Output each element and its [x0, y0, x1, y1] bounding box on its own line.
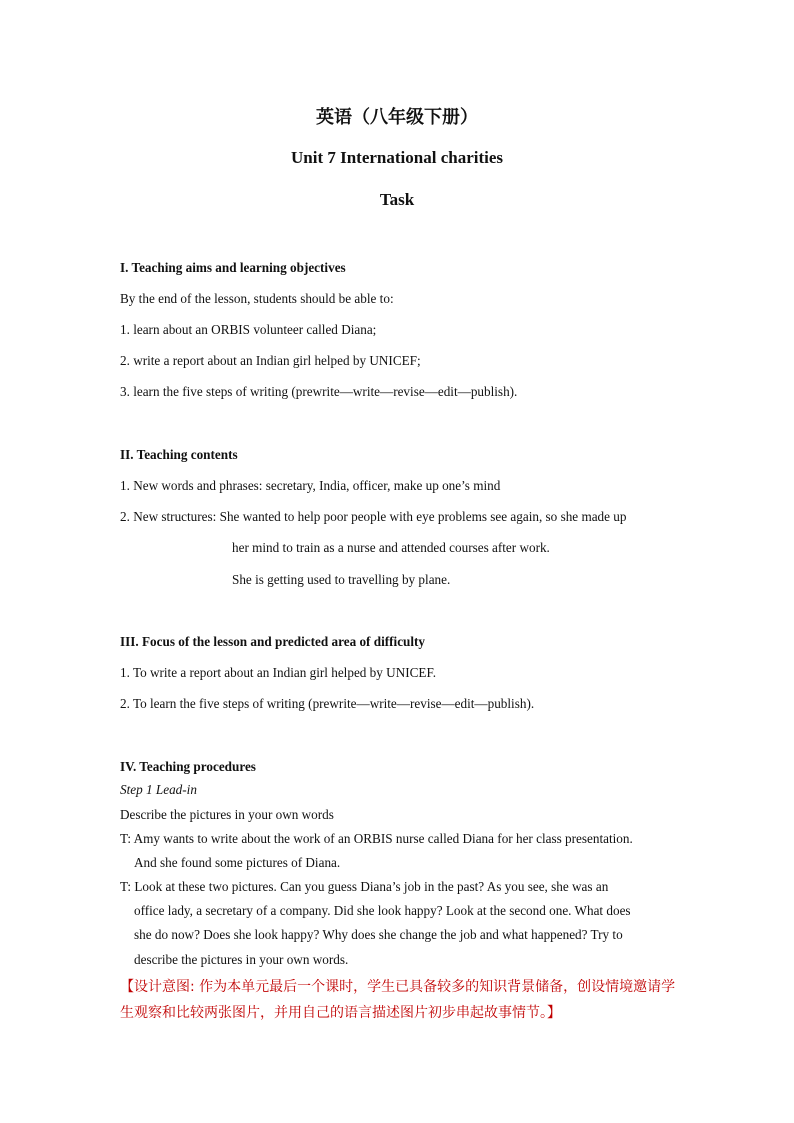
contents-item: 2. New structures: She wanted to help poor people with eye problems see again, so she made up [120, 509, 627, 524]
dialogue-line: office lady, a secretary of a company. Did she look happy? Look at the second one. What does [134, 903, 631, 918]
contents-item: 1. New words and phrases: secretary, India, officer, make up one’s mind [120, 478, 501, 493]
aims-item: 3. learn the five steps of writing (prewrite—write—revise—edit—publish). [120, 384, 518, 399]
dialogue-line: she do now? Does she look happy? Why does she change the job and what happened? Try to [134, 927, 623, 942]
section-heading-contents: II. Teaching contents [120, 447, 238, 462]
dialogue-line: And she found some pictures of Diana. [134, 855, 341, 870]
contents-item-continuation: She is getting used to travelling by plane. [232, 572, 451, 587]
design-intent-note: 【设计意图: 作为本单元最后一个课时，学生已具备较多的知识背景储备，创设情境邀请学 [120, 979, 676, 995]
subject-title: 英语（八年级下册） [316, 107, 478, 128]
contents-item-continuation: her mind to train as a nurse and attended courses after work. [232, 540, 550, 555]
lesson-title: Task [379, 190, 415, 209]
section-heading-procedures: IV. Teaching procedures [120, 759, 256, 774]
step-title: Step 1 Lead-in [120, 782, 197, 797]
section-heading-aims: I. Teaching aims and learning objectives [120, 260, 346, 275]
step-task: Describe the pictures in your own words [120, 807, 334, 822]
focus-item: 2. To learn the five steps of writing (prewrite—write—revise—edit—publish). [120, 696, 535, 711]
section-heading-focus: III. Focus of the lesson and predicted area of difficulty [120, 634, 426, 649]
focus-item: 1. To write a report about an Indian girl helped by UNICEF. [120, 665, 437, 680]
unit-title: Unit 7 International charities [290, 148, 504, 167]
aims-item: 2. write a report about an Indian girl helped by UNICEF; [120, 353, 421, 368]
dialogue-line: describe the pictures in your own words. [134, 952, 349, 967]
dialogue-line: T: Amy wants to write about the work of an ORBIS nurse called Diana for her class presentation. [120, 831, 633, 846]
aims-intro: By the end of the lesson, students should be able to: [120, 291, 394, 306]
dialogue-line: T: Look at these two pictures. Can you guess Diana’s job in the past? As you see, she was an [120, 879, 609, 894]
aims-item: 1. learn about an ORBIS volunteer called Diana; [120, 322, 377, 337]
design-intent-note: 生观察和比较两张图片，并用自己的语言描述图片初步串起故事情节。】 [120, 1005, 561, 1021]
